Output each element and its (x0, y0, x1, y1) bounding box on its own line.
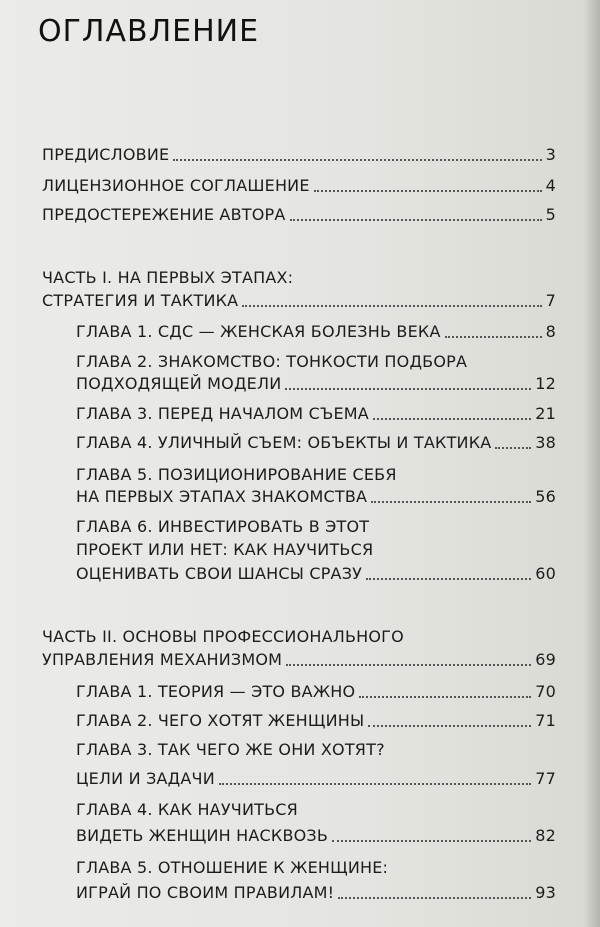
toc-entry-label: ГЛАВА 1. ТЕОРИЯ — ЭТО ВАЖНО (76, 682, 356, 701)
p1-ch2-line1: ГЛАВА 2. ЗНАКОМСТВО: ТОНКОСТИ ПОДБОРА (76, 352, 468, 371)
toc-page-number: 69 (535, 650, 556, 669)
toc-page-number: 60 (535, 564, 556, 583)
toc-entry-p2-ch3[interactable] (76, 769, 556, 789)
leader-dots (173, 159, 541, 161)
toc-entry-label: НА ПЕРВЫХ ЭТАПАХ ЗНАКОМСТВА (76, 487, 368, 506)
toc-entry-p2-ch5[interactable] (76, 883, 556, 903)
toc-entry-label: ВИДЕТЬ ЖЕНЩИН НАСКВОЗЬ (76, 826, 329, 845)
toc-entry-part1[interactable] (42, 291, 556, 311)
toc-entry-label: ИГРАЙ ПО СВОИМ ПРАВИЛАМ! (76, 883, 335, 902)
leader-dots (314, 190, 542, 192)
toc-entry-p1-ch6[interactable] (76, 564, 556, 584)
toc-page-number: 8 (545, 322, 556, 341)
toc-entry-p2-ch2[interactable] (76, 711, 556, 731)
toc-entry-p1-ch1[interactable] (76, 322, 556, 342)
toc-page-number: 38 (535, 433, 556, 452)
toc-page-number: 5 (545, 205, 556, 224)
p2-ch3-line1: ГЛАВА 3. ТАК ЧЕГО ЖЕ ОНИ ХОТЯТ? (76, 740, 385, 759)
p2-ch5-line1: ГЛАВА 5. ОТНОШЕНИЕ К ЖЕНЩИНЕ: (76, 858, 389, 877)
leader-dots (495, 447, 531, 449)
toc-entry-label: ЦЕЛИ И ЗАДАЧИ (76, 769, 215, 788)
toc-page-number: 7 (545, 291, 556, 310)
toc-page-number: 3 (545, 145, 556, 164)
leader-dots (332, 840, 531, 842)
leader-dots (242, 305, 541, 307)
toc-entry-label: ГЛАВА 3. ПЕРЕД НАЧАЛОМ СЪЕМА (76, 404, 369, 423)
toc-entry-part2[interactable] (42, 650, 556, 670)
toc-entry-label: СТРАТЕГИЯ И ТАКТИКА (42, 291, 239, 310)
toc-page-number: 93 (535, 883, 556, 902)
page-spine-shadow (584, 0, 600, 927)
toc-entry-label: ГЛАВА 1. СДС — ЖЕНСКАЯ БОЛЕЗНЬ ВЕКА (76, 322, 441, 341)
leader-dots (366, 578, 531, 580)
toc-entry-preface[interactable] (42, 145, 556, 165)
toc-entry-p1-ch4[interactable] (76, 433, 556, 453)
toc-page-number: 56 (535, 487, 556, 506)
toc-entry-label: ГЛАВА 2. ЧЕГО ХОТЯТ ЖЕНЩИНЫ (76, 711, 365, 730)
page-title: ОГЛАВЛЕНИЕ (38, 14, 260, 49)
p1-ch6-line1: ГЛАВА 6. ИНВЕСТИРОВАТЬ В ЭТОТ (76, 517, 370, 536)
toc-page-number: 77 (535, 769, 556, 788)
toc-entry-p2-ch4[interactable] (76, 826, 556, 846)
toc-entry-license[interactable] (42, 176, 556, 196)
leader-dots (286, 664, 531, 666)
leader-dots (338, 897, 531, 899)
part1-heading-line1: ЧАСТЬ I. НА ПЕРВЫХ ЭТАПАХ: (42, 268, 294, 287)
toc-page-number: 4 (545, 176, 556, 195)
leader-dots (285, 388, 531, 390)
toc-entry-label: ОЦЕНИВАТЬ СВОИ ШАНСЫ СРАЗУ (76, 564, 363, 583)
leader-dots (368, 725, 531, 727)
toc-page-number: 82 (535, 826, 556, 845)
toc-entry-label: ЛИЦЕНЗИОННОЕ СОГЛАШЕНИЕ (42, 176, 310, 195)
leader-dots (290, 219, 542, 221)
toc-page-number: 70 (535, 682, 556, 701)
toc-entry-p1-ch2[interactable] (76, 374, 556, 394)
leader-dots (219, 783, 531, 785)
toc-entry-warning[interactable] (42, 205, 556, 225)
leader-dots (371, 501, 531, 503)
toc-entry-label: ГЛАВА 4. УЛИЧНЫЙ СЪЕМ: ОБЪЕКТЫ И ТАКТИКА (76, 433, 492, 452)
part2-heading-line1: ЧАСТЬ II. ОСНОВЫ ПРОФЕССИОНАЛЬНОГО (42, 627, 404, 646)
p2-ch4-line1: ГЛАВА 4. КАК НАУЧИТЬСЯ (76, 800, 298, 819)
toc-page-number: 21 (535, 404, 556, 423)
p1-ch6-line2: ПРОЕКТ ИЛИ НЕТ: КАК НАУЧИТЬСЯ (76, 540, 374, 559)
p1-ch5-line1: ГЛАВА 5. ПОЗИЦИОНИРОВАНИЕ СЕБЯ (76, 465, 397, 484)
toc-entry-label: ПОДХОДЯЩЕЙ МОДЕЛИ (76, 374, 282, 393)
toc-entry-label: УПРАВЛЕНИЯ МЕХАНИЗМОМ (42, 650, 283, 669)
toc-page-number: 71 (535, 711, 556, 730)
toc-page-number: 12 (535, 374, 556, 393)
leader-dots (373, 418, 531, 420)
toc-entry-label: ПРЕДИСЛОВИЕ (42, 145, 170, 164)
toc-entry-label: ПРЕДОСТЕРЕЖЕНИЕ АВТОРА (42, 205, 286, 224)
toc-entry-p2-ch1[interactable] (76, 682, 556, 702)
leader-dots (445, 336, 542, 338)
toc-entry-p1-ch5[interactable] (76, 487, 556, 507)
leader-dots (359, 696, 531, 698)
toc-entry-p1-ch3[interactable] (76, 404, 556, 424)
